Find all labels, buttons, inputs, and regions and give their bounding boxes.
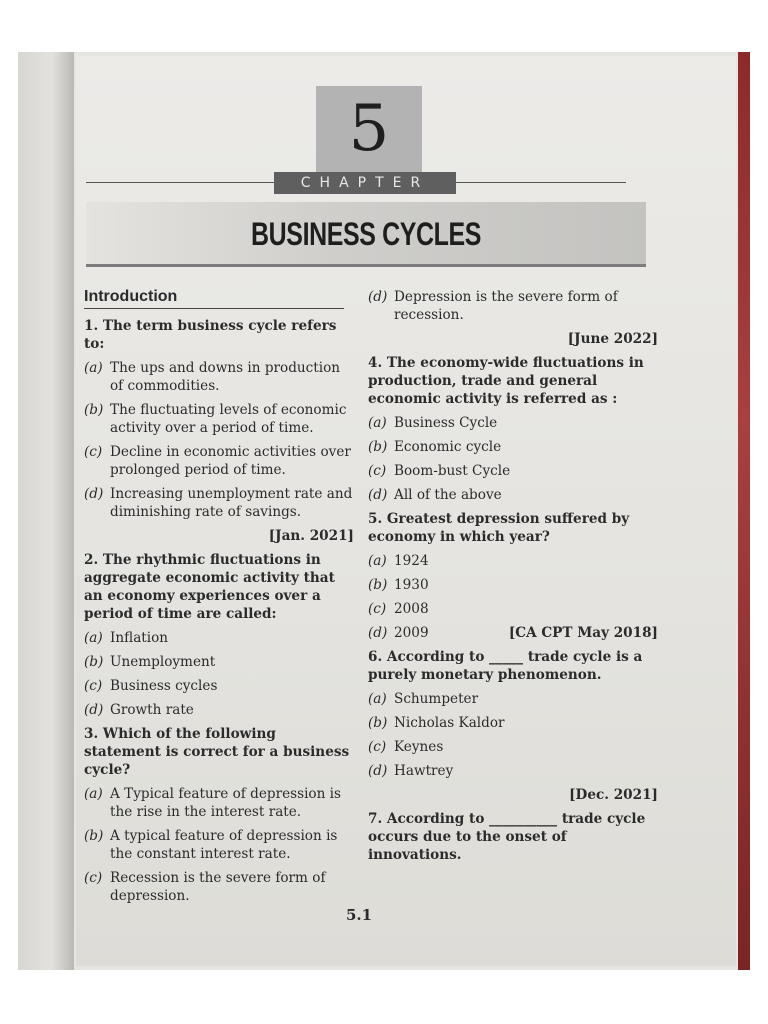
option-text: Business cycles	[110, 678, 218, 694]
left-page-edge	[18, 52, 74, 970]
question-7: 7. According to __________ trade cycle occurs due to the onset of innovations.	[368, 811, 646, 863]
option-text: 2009	[394, 625, 429, 641]
option-2a	[84, 629, 354, 647]
question-3: 3. Which of the following statement is correct for a business cycle?	[84, 726, 350, 778]
option-6a	[368, 690, 658, 708]
option-3a	[84, 785, 354, 821]
option-2d	[84, 701, 354, 719]
option-label: (c)	[368, 739, 387, 755]
option-label: (b)	[84, 828, 104, 844]
option-4d	[368, 486, 658, 504]
question-4: 4. The economy-wide fluctuations in production, trade and general economic activity is referred as :	[368, 355, 644, 407]
option-label: (a)	[84, 360, 103, 376]
option-text: 2008	[394, 601, 429, 617]
question-2: 2. The rhythmic fluctuations in aggregate economic activity that an economy experiences over a period of time are called:	[84, 552, 335, 622]
option-text: Keynes	[394, 739, 444, 755]
exam-reference: [CA CPT May 2018]	[508, 625, 658, 641]
section-heading: Introduction	[84, 288, 344, 309]
option-text: Decline in economic activities over prolonged period of time.	[110, 444, 351, 478]
exam-reference: [June 2022]	[567, 331, 658, 347]
option-1b	[84, 401, 354, 437]
option-6d	[368, 762, 658, 780]
option-1c	[84, 443, 354, 479]
option-label: (b)	[368, 577, 388, 593]
option-label: (a)	[368, 553, 387, 569]
option-text: Recession is the severe form of depression.	[110, 870, 326, 904]
option-label: (c)	[84, 444, 103, 460]
option-text: Increasing unemployment rate and diminishing rate of savings.	[110, 486, 353, 520]
option-3b	[84, 827, 354, 863]
title-band	[86, 202, 646, 267]
option-2c	[84, 677, 354, 695]
option-label: (d)	[84, 702, 104, 718]
option-text: Unemployment	[110, 654, 216, 670]
option-4b	[368, 438, 658, 456]
chapter-title: BUSINESS CYCLES	[251, 216, 481, 252]
option-text: All of the above	[394, 487, 502, 503]
option-label: (d)	[368, 487, 388, 503]
option-label: (b)	[368, 715, 388, 731]
option-2b	[84, 653, 354, 671]
option-1a	[84, 359, 354, 395]
option-6b	[368, 714, 658, 732]
question-6: 6. According to _____ trade cycle is a purely monetary phenomenon.	[368, 649, 643, 683]
option-label: (c)	[84, 678, 103, 694]
option-text: Depression is the severe form of recession.	[394, 289, 618, 323]
option-label: (b)	[84, 402, 104, 418]
option-label: (b)	[368, 439, 388, 455]
option-text: Economic cycle	[394, 439, 502, 455]
chapter-number-box	[316, 86, 422, 172]
option-text: Schumpeter	[394, 691, 479, 707]
right-column	[368, 288, 658, 870]
chapter-rule-right	[456, 182, 626, 183]
page-number: 5.1	[346, 906, 373, 924]
option-label: (a)	[84, 786, 103, 802]
option-text: A typical feature of depression is the constant interest rate.	[110, 828, 338, 862]
book-photo	[18, 52, 750, 970]
option-text: Hawtrey	[394, 763, 454, 779]
chapter-rule-left	[86, 182, 274, 183]
option-label: (c)	[368, 463, 387, 479]
question-1: 1. The term business cycle refers to:	[84, 318, 337, 352]
option-text: The fluctuating levels of economic activity over a period of time.	[110, 402, 347, 436]
option-4a	[368, 414, 658, 432]
option-label: (c)	[84, 870, 103, 886]
option-label: (a)	[84, 630, 103, 646]
option-label: (c)	[368, 601, 387, 617]
option-label: (d)	[84, 486, 104, 502]
option-3c	[84, 869, 354, 905]
option-5a	[368, 552, 658, 570]
option-text: Boom-bust Cycle	[394, 463, 511, 479]
option-text: A Typical feature of depression is the rise in the interest rate.	[110, 786, 341, 820]
option-5b	[368, 576, 658, 594]
question-5: 5. Greatest depression suffered by economy in which year?	[368, 511, 630, 545]
option-label: (d)	[368, 289, 388, 305]
option-text: Business Cycle	[394, 415, 498, 431]
left-column	[84, 288, 354, 911]
exam-reference: [Dec. 2021]	[569, 787, 658, 803]
option-text: Inflation	[110, 630, 169, 646]
option-5d	[368, 624, 658, 642]
option-label: (b)	[84, 654, 104, 670]
book-cover-edge	[738, 52, 750, 970]
option-text: 1930	[394, 577, 429, 593]
option-6c	[368, 738, 658, 756]
option-text: Growth rate	[110, 702, 194, 718]
option-label: (a)	[368, 691, 387, 707]
option-label: (a)	[368, 415, 387, 431]
option-1d	[84, 485, 354, 521]
option-3d	[368, 288, 658, 324]
chapter-label: CHAPTER	[274, 172, 456, 194]
exam-reference: [Jan. 2021]	[268, 528, 354, 544]
option-text: The ups and downs in production of commodities.	[110, 360, 341, 394]
option-label: (d)	[368, 763, 388, 779]
option-text: Nicholas Kaldor	[394, 715, 505, 731]
option-5c	[368, 600, 658, 618]
option-text: 1924	[394, 553, 429, 569]
chapter-number: 5	[348, 92, 390, 166]
option-4c	[368, 462, 658, 480]
book-page	[76, 56, 736, 966]
option-label: (d)	[368, 625, 388, 641]
